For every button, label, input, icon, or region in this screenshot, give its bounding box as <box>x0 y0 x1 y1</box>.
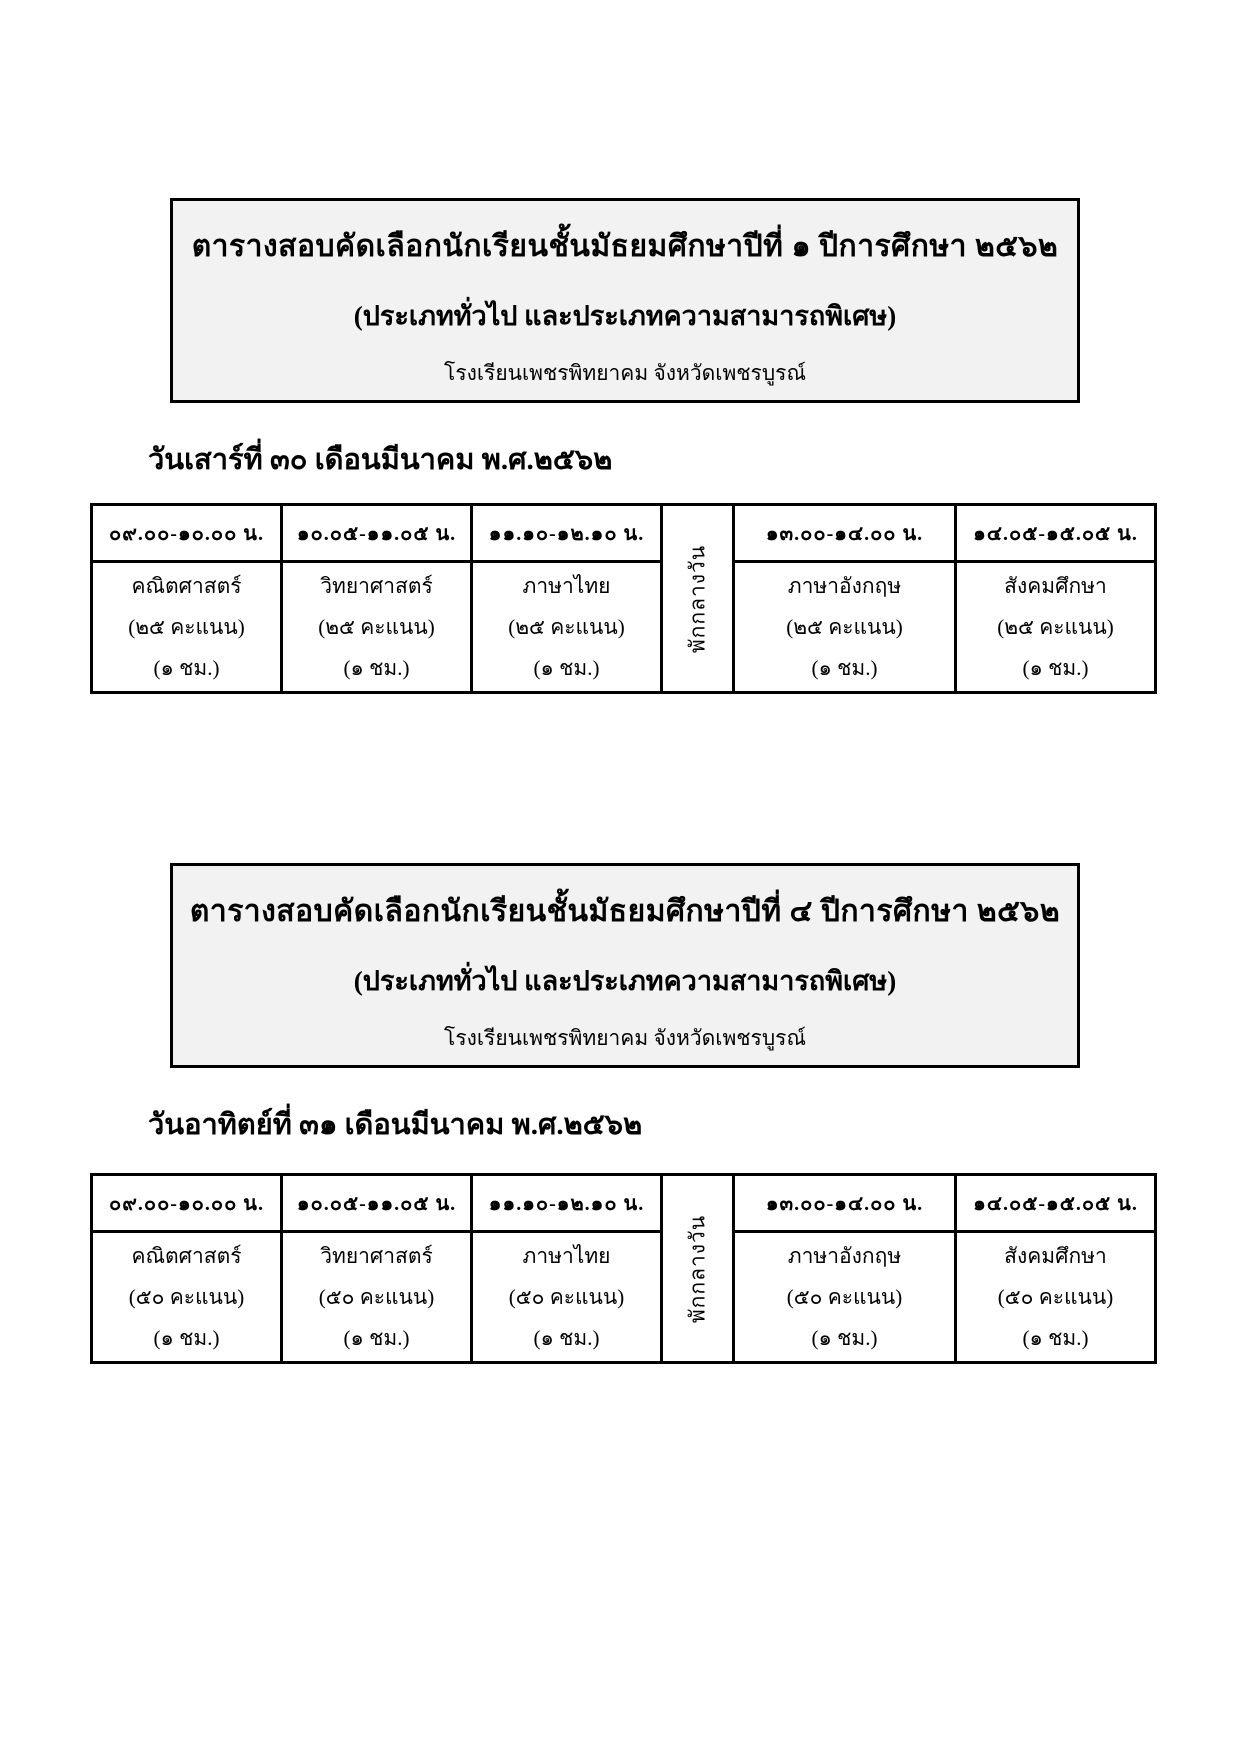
subject-points: (๒๕ คะแนน) <box>997 614 1114 639</box>
lunch-break-cell <box>662 1175 734 1363</box>
subject-cell <box>734 562 956 693</box>
subject-cell <box>92 1232 282 1363</box>
subject-name: สังคมศึกษา <box>1004 1243 1107 1268</box>
subject-cell <box>956 1232 1156 1363</box>
time-cell: ๑๔.๐๕-๑๕.๐๕ น. <box>956 1175 1156 1232</box>
subject-points: (๒๕ คะแนน) <box>318 614 435 639</box>
subject-row <box>92 1232 1156 1363</box>
subject-points: (๕๐ คะแนน) <box>128 1284 245 1309</box>
lunch-break-label: พักกลางวัน <box>685 1214 709 1323</box>
subject-duration: (๑ ชม.) <box>153 655 220 680</box>
subject-points: (๕๐ คะแนน) <box>508 1284 625 1309</box>
subject-duration: (๑ ชม.) <box>811 1325 878 1350</box>
section-subtitle: (ประเภททั่วไป และประเภทความสามารถพิเศษ) <box>353 301 897 331</box>
section-subtitle: (ประเภททั่วไป และประเภทความสามารถพิเศษ) <box>353 966 897 996</box>
subject-duration: (๑ ชม.) <box>343 655 410 680</box>
subject-duration: (๑ ชม.) <box>1022 655 1089 680</box>
subject-duration: (๑ ชม.) <box>1022 1325 1089 1350</box>
subject-duration: (๑ ชม.) <box>811 655 878 680</box>
lunch-break-label: พักกลางวัน <box>685 544 709 653</box>
subject-name: สังคมศึกษา <box>1004 573 1107 598</box>
time-cell: ๐๙.๐๐-๑๐.๐๐ น. <box>92 505 282 562</box>
exam-schedule-table-m4 <box>90 1173 1157 1364</box>
subject-cell <box>472 1232 662 1363</box>
subject-name: ภาษาอังกฤษ <box>787 1243 902 1268</box>
subject-cell <box>734 1232 956 1363</box>
time-cell: ๑๐.๐๕-๑๑.๐๕ น. <box>282 505 472 562</box>
section-title: ตารางสอบคัดเลือกนักเรียนชั้นมัธยมศึกษาปีที่ ๑ ปีการศึกษา ๒๕๖๒ <box>191 230 1059 263</box>
subject-cell <box>282 1232 472 1363</box>
subject-points: (๒๕ คะแนน) <box>786 614 903 639</box>
subject-points: (๒๕ คะแนน) <box>128 614 245 639</box>
subject-name: ภาษาอังกฤษ <box>787 573 902 598</box>
subject-duration: (๑ ชม.) <box>343 1325 410 1350</box>
subject-cell <box>472 562 662 693</box>
time-cell: ๑๓.๐๐-๑๔.๐๐ น. <box>734 505 956 562</box>
exam-schedule-table-m1 <box>90 503 1157 694</box>
subject-duration: (๑ ชม.) <box>533 1325 600 1350</box>
subject-points: (๕๐ คะแนน) <box>318 1284 435 1309</box>
subject-cell <box>956 562 1156 693</box>
exam-date: วันเสาร์ที่ ๓๐ เดือนมีนาคม พ.ศ.๒๕๖๒ <box>148 444 613 476</box>
time-cell: ๑๔.๐๕-๑๕.๐๕ น. <box>956 505 1156 562</box>
school-name: โรงเรียนเพชรพิทยาคม จังหวัดเพชรบูรณ์ <box>444 361 806 385</box>
subject-name: วิทยาศาสตร์ <box>320 1243 433 1268</box>
time-cell: ๐๙.๐๐-๑๐.๐๐ น. <box>92 1175 282 1232</box>
lunch-break-cell <box>662 505 734 693</box>
subject-cell <box>282 562 472 693</box>
subject-cell <box>92 562 282 693</box>
time-cell: ๑๓.๐๐-๑๔.๐๐ น. <box>734 1175 956 1232</box>
title-box-m1 <box>170 198 1080 403</box>
subject-points: (๕๐ คะแนน) <box>997 1284 1114 1309</box>
subject-name: คณิตศาสตร์ <box>131 573 242 598</box>
subject-name: ภาษาไทย <box>522 1243 611 1268</box>
subject-name: ภาษาไทย <box>522 573 611 598</box>
school-name: โรงเรียนเพชรพิทยาคม จังหวัดเพชรบูรณ์ <box>444 1026 806 1050</box>
subject-row <box>92 562 1156 693</box>
time-cell: ๑๑.๑๐-๑๒.๑๐ น. <box>472 505 662 562</box>
time-header-row <box>92 1175 1156 1232</box>
time-cell: ๑๐.๐๕-๑๑.๐๕ น. <box>282 1175 472 1232</box>
subject-points: (๕๐ คะแนน) <box>786 1284 903 1309</box>
subject-duration: (๑ ชม.) <box>153 1325 220 1350</box>
time-header-row <box>92 505 1156 562</box>
subject-name: คณิตศาสตร์ <box>131 1243 242 1268</box>
title-box-m4 <box>170 863 1080 1068</box>
subject-duration: (๑ ชม.) <box>533 655 600 680</box>
time-cell: ๑๑.๑๐-๑๒.๑๐ น. <box>472 1175 662 1232</box>
subject-points: (๒๕ คะแนน) <box>508 614 625 639</box>
section-title: ตารางสอบคัดเลือกนักเรียนชั้นมัธยมศึกษาปีที่ ๔ ปีการศึกษา ๒๕๖๒ <box>189 895 1061 928</box>
exam-date: วันอาทิตย์ที่ ๓๑ เดือนมีนาคม พ.ศ.๒๕๖๒ <box>148 1109 643 1141</box>
subject-name: วิทยาศาสตร์ <box>320 573 433 598</box>
